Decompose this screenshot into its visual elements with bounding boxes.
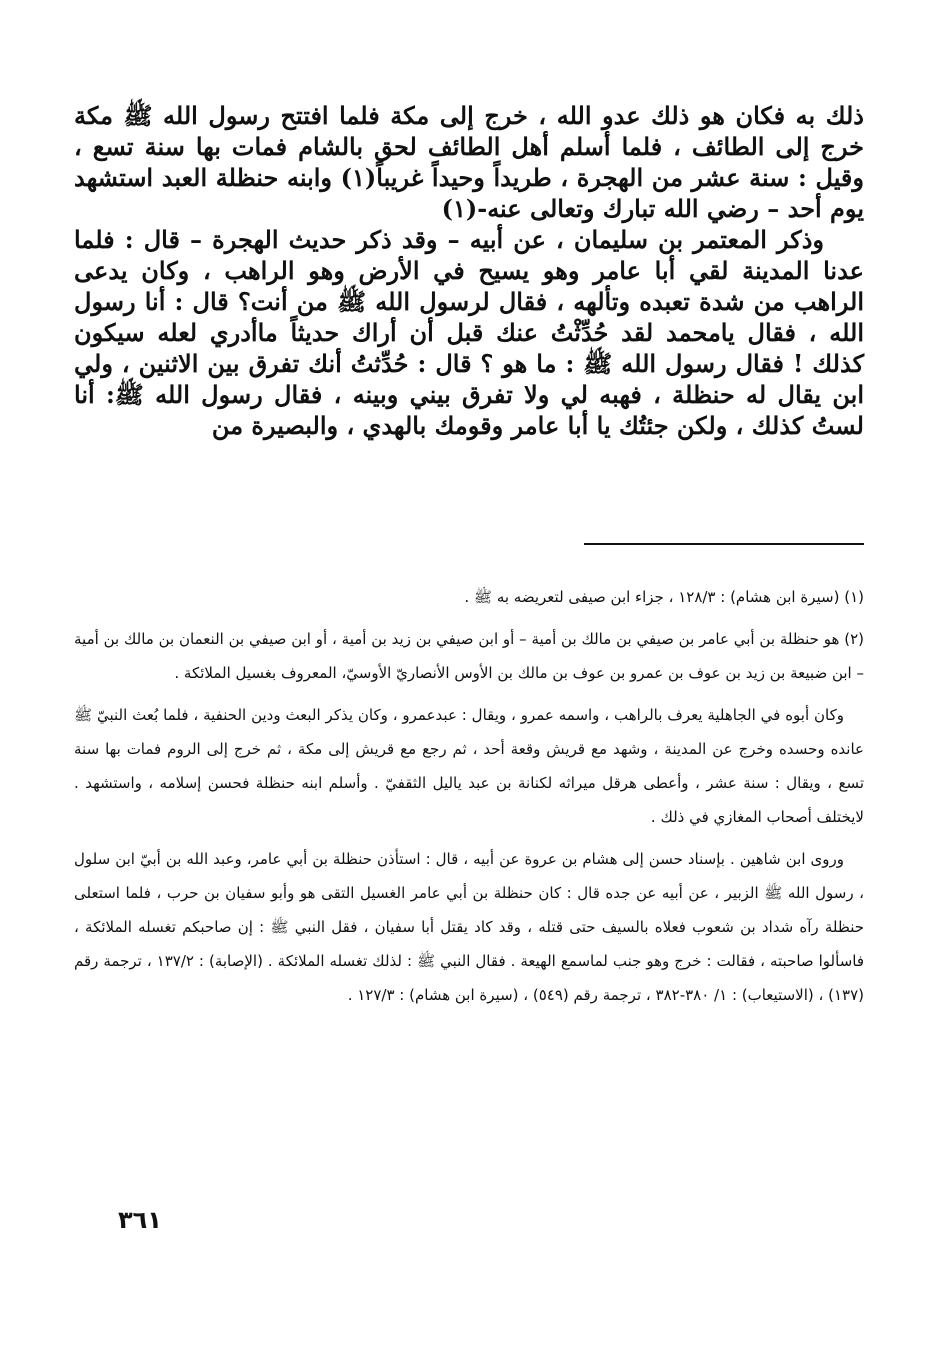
footnotes xyxy=(74,580,864,1020)
footnote-2-paragraph-3: وروى ابن شاهين . بإسناد حسن إلى هشام بن عروة عن أبيه ، قال : استأذن حنظلة بن أبي عامر، وعبد الله بن أبيّ ابن سلول ، رسول الله ﷺ الزبير ، عن أبيه عن جده قال : كان حنظلة بن أبي عامر الغسيل التقى هو وأبو سفيان بن حرب ، فلما استعلى حنظلة رآه شداد بن شعوب فعلاه بالسيف حتى قتله ، وقد كاد يقتل أبا سفيان ، فقل النبي ﷺ : إن صاحبكم تغسله الملائكة ، فاسألوا صاحبته ، فقالت : خرج وهو جنب لماسمع الهيعة . فقال النبي ﷺ : لذلك تغسله الملائكة . (الإصابة) : ١٣٧/٢ ، ترجمة رقم (١٣٧) ، (الاستيعاب) : ١/ ٣٨٠-٣٨٢ ، ترجمة رقم (٥٤٩) ، (سيرة ابن هشام) : ١٢٧/٣ . xyxy=(74,850,864,1004)
footnote-separator xyxy=(584,543,864,545)
page-number: ٣٦١ xyxy=(118,1206,162,1234)
main-paragraph-1: ذلك به فكان هو ذلك عدو الله ، خرج إلى مكة فلما افتتح رسول الله ﷺ مكة خرج إلى الطائف ، فلما أسلم أهل الطائف لحق بالشام فمات بها سنة تسع ، وقيل : سنة عشر من الهجرة ، طريداً وحيداً غريباً(١) وابنه حنظلة العبد استشهد يوم أحد – رضي الله تبارك وتعالى عنه-(١) xyxy=(74,101,864,223)
main-text xyxy=(74,100,864,441)
footnote-2-paragraph-2: وكان أبوه في الجاهلية يعرف بالراهب ، واسمه عمرو ، ويقال : عبدعمرو ، وكان يذكر البعث ودين الحنفية ، فلما بُعث النبيّ ﷺ عانده وحسده وخرج عن المدينة ، وشهد مع قريش وقعة أحد ، ثم رجع مع قريش إلى مكة ، ثم خرج إلى الروم فمات بها سنة تسع ، ويقال : سنة عشر ، وأعطى هرقل ميراثه لكنانة بن عبد ياليل الثقفيّ . وأسلم ابنه حنظلة فحسن إسلامه ، واستشهد . لايختلف أصحاب المغازي في ذلك . xyxy=(74,706,864,826)
footnote-1: (١) (سيرة ابن هشام) : ١٢٨/٣ ، جزاء ابن صيفى لتعريضه به ﷺ . xyxy=(464,588,864,606)
footnote-2: (٢) هو حنظلة بن أبي عامر بن صيفي بن مالك بن أمية – أو ابن صيفي بن زيد بن أمية ، أو ابن صيفي بن النعمان بن مالك بن أمية – ابن ضبيعة بن زيد بن عوف بن عمرو بن عوف بن مالك بن الأوس الأنصاريّ الأوسيّ، المعروف بغسيل الملائكة . xyxy=(74,630,864,682)
main-paragraph-2: وذكر المعتمر بن سليمان ، عن أبيه – وقد ذكر حديث الهجرة – قال : فلما عدنا المدينة لقي أبا عامر وهو يسيح في الأرض وهو الراهب ، وكان يدعى الراهب من شدة تعبده وتألهه ، فقال لرسول الله ﷺ من أنت؟ قال : أنا رسول الله ، فقال يامحمد لقد حُدِّثْتُ عنك قبل أن أراك حديثاً ماأدري لعله سيكون كذلك ! فقال رسول الله ﷺ : ما هو ؟ قال : حُدِّثتُ أنك تفرق بين الاثنين ، ولي ابن يقال له حنظلة ، فهبه لي ولا تفرق بيني وبينه ، فقال رسول الله ﷺ: أنا لستُ كذلك ، ولكن جئتُك يا أبا عامر وقومك بالهدي ، والبصيرة من xyxy=(74,225,864,440)
